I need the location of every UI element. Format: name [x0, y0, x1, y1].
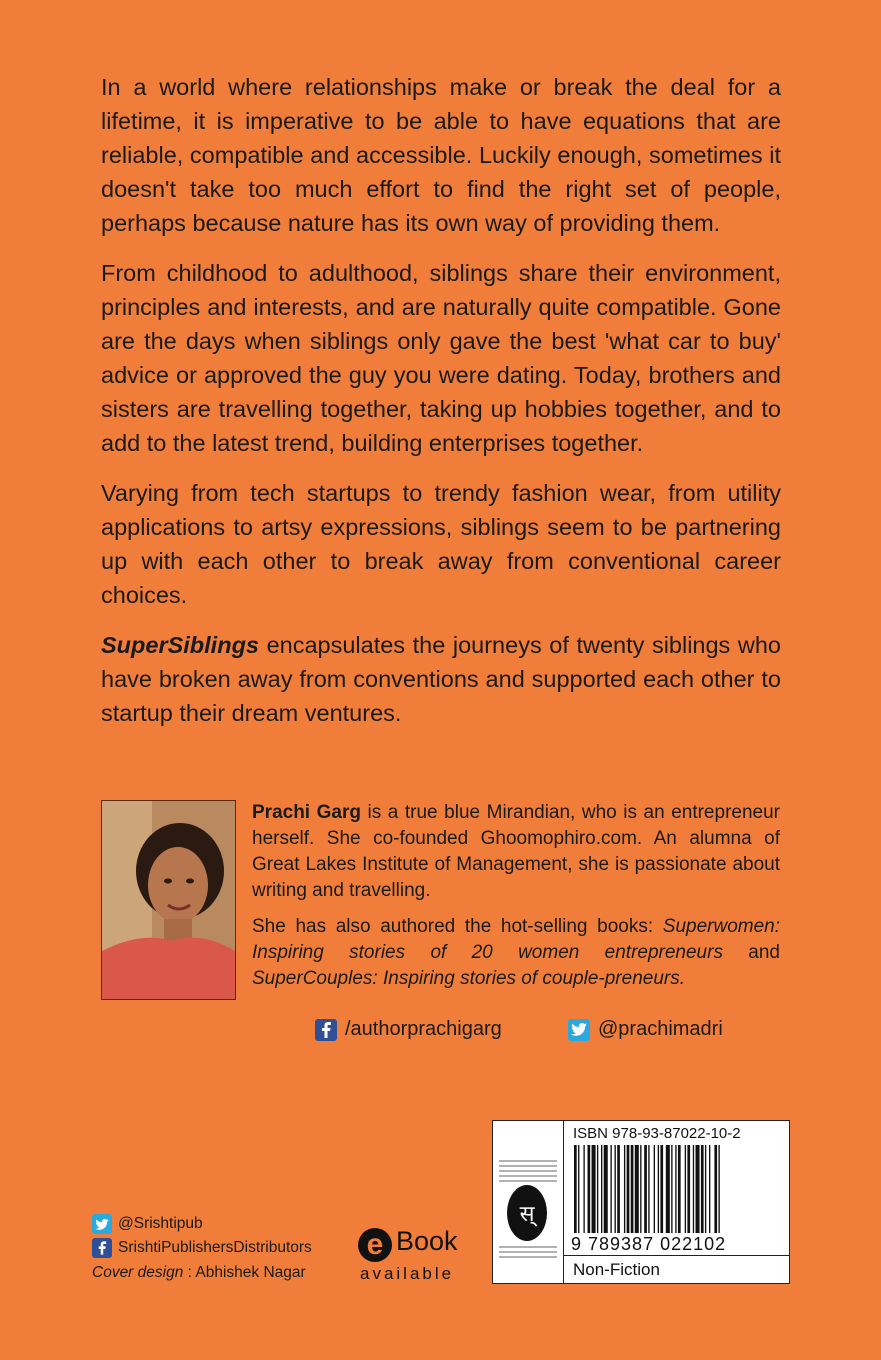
barcode-bar — [693, 1145, 694, 1233]
publisher-logo — [493, 1121, 564, 1283]
author-name: Prachi Garg — [252, 802, 361, 823]
blurb-paragraph-1: In a world where relationships make or break the deal for a lifetime, it is imperative to be able to have equations that are reliable, compatible and accessible. Luckily enough, sometimes it doesn't take too much effort to find the right set of people, perhaps because nature has its own way of providing them. — [101, 74, 781, 236]
author-twitter[interactable] — [568, 1018, 723, 1041]
author-photo — [101, 800, 236, 1000]
barcode-bar — [696, 1145, 700, 1233]
author-books-intro: She has also authored the hot-selling books: — [252, 916, 663, 937]
blurb-paragraph-4 — [101, 628, 781, 730]
author-facebook[interactable] — [315, 1018, 502, 1041]
facebook-icon — [315, 1019, 337, 1041]
barcode-bar — [635, 1145, 639, 1233]
blurb-paragraph-4-text: encapsulates the journeys of twenty siblings who have broken away from conventions and supported each other to startup their dream ventures. — [101, 632, 781, 726]
barcode-bar — [601, 1145, 602, 1233]
author-books-and: and — [722, 942, 781, 963]
cover-design-label: Cover design — [92, 1264, 184, 1281]
ebook-book-text: Book — [396, 1226, 458, 1256]
author-facebook-handle: /authorprachigarg — [345, 1018, 502, 1040]
barcode-bar — [675, 1145, 676, 1233]
barcode-bar — [714, 1145, 717, 1233]
blurb-paragraph-2: From childhood to adulthood, siblings share their environment, principles and interests, and are naturally quite compatible. Gone are the days when siblings only gave the best 'what car to buy' advice or approved the guy you were dating. Today, brothers and sisters are travelling together, taking up hobbies together, and to add to the latest trend, building enterprises together. — [101, 260, 781, 456]
publisher-logo-mark: स् — [507, 1185, 547, 1241]
barcode-bar — [627, 1145, 630, 1233]
barcode-bar — [671, 1145, 672, 1233]
barcode-bar — [644, 1145, 647, 1233]
barcode-bar — [685, 1145, 686, 1233]
genre-text: Non-Fiction — [573, 1259, 660, 1279]
ebook-badge — [358, 1228, 468, 1288]
barcode-bar — [718, 1145, 719, 1233]
barcode-bar — [658, 1145, 659, 1233]
publisher-links — [92, 1212, 312, 1282]
barcode-bar — [705, 1145, 706, 1233]
barcode-bar — [678, 1145, 681, 1233]
barcode-bar — [597, 1145, 598, 1233]
book-supercouples: SuperCouples: Inspiring stories of couple-preneurs. — [252, 968, 686, 989]
twitter-icon — [92, 1214, 112, 1234]
isbn-label: ISBN 978-93-87022-10-2 — [573, 1125, 741, 1142]
author-bio-text: is a true blue Mirandian, who is an entrepreneur herself. She co-founded Ghoomophiro.com. An alumna of Great Lakes Institute of Management, she is passionate about writing and travelling. — [252, 802, 780, 901]
publisher-facebook-handle: SrishtiPublishersDistributors — [118, 1239, 312, 1256]
barcode-bar — [588, 1145, 591, 1233]
barcode-bar — [578, 1145, 579, 1233]
barcode-bar — [631, 1145, 634, 1233]
publisher-facebook[interactable] — [92, 1236, 312, 1260]
barcode — [573, 1145, 779, 1233]
cover-design-credit — [92, 1264, 312, 1282]
barcode-bar — [666, 1145, 670, 1233]
barcode-bar — [709, 1145, 710, 1233]
barcode-bar — [592, 1145, 596, 1233]
ebook-available-text: available — [360, 1264, 455, 1283]
author-bio-paragraph-2 — [252, 914, 780, 992]
twitter-icon — [568, 1019, 590, 1041]
barcode-bar — [648, 1145, 649, 1233]
barcode-bar — [610, 1145, 611, 1233]
facebook-icon — [92, 1238, 112, 1258]
publisher-twitter[interactable] — [92, 1212, 312, 1236]
barcode-bar — [701, 1145, 704, 1233]
author-twitter-handle: @prachimadri — [598, 1018, 723, 1040]
genre-label — [563, 1255, 789, 1283]
barcode-bar — [615, 1145, 616, 1233]
barcode-bar — [617, 1145, 620, 1233]
book-superwomen: Superwomen: Inspiring stories of 20 women entrepreneurs — [252, 916, 780, 963]
back-cover-blurb — [101, 70, 781, 746]
book-title: SuperSiblings — [101, 632, 259, 658]
barcode-bar — [624, 1145, 625, 1233]
barcode-bar — [574, 1145, 577, 1233]
cover-designer: Abhishek Nagar — [195, 1264, 306, 1281]
barcode-number: 9 789387 022102 — [571, 1234, 727, 1254]
barcode-bar — [583, 1145, 584, 1233]
barcode-bar — [654, 1145, 655, 1233]
barcode-bar — [640, 1145, 641, 1233]
blurb-paragraph-3: Varying from tech startups to trendy fashion wear, from utility applications to artsy expressions, siblings seem to be partnering up with each other to break away from conventional career choices. — [101, 480, 781, 608]
isbn-block — [492, 1120, 790, 1284]
cover-design-sep: : — [183, 1264, 196, 1281]
barcode-bar — [660, 1145, 663, 1233]
author-bio-paragraph-1 — [252, 800, 780, 904]
author-bio — [252, 800, 780, 1002]
barcode-bar — [687, 1145, 690, 1233]
publisher-twitter-handle: @Srishtipub — [118, 1215, 203, 1232]
barcode-bar — [604, 1145, 608, 1233]
ebook-e-logo: e — [358, 1228, 392, 1262]
